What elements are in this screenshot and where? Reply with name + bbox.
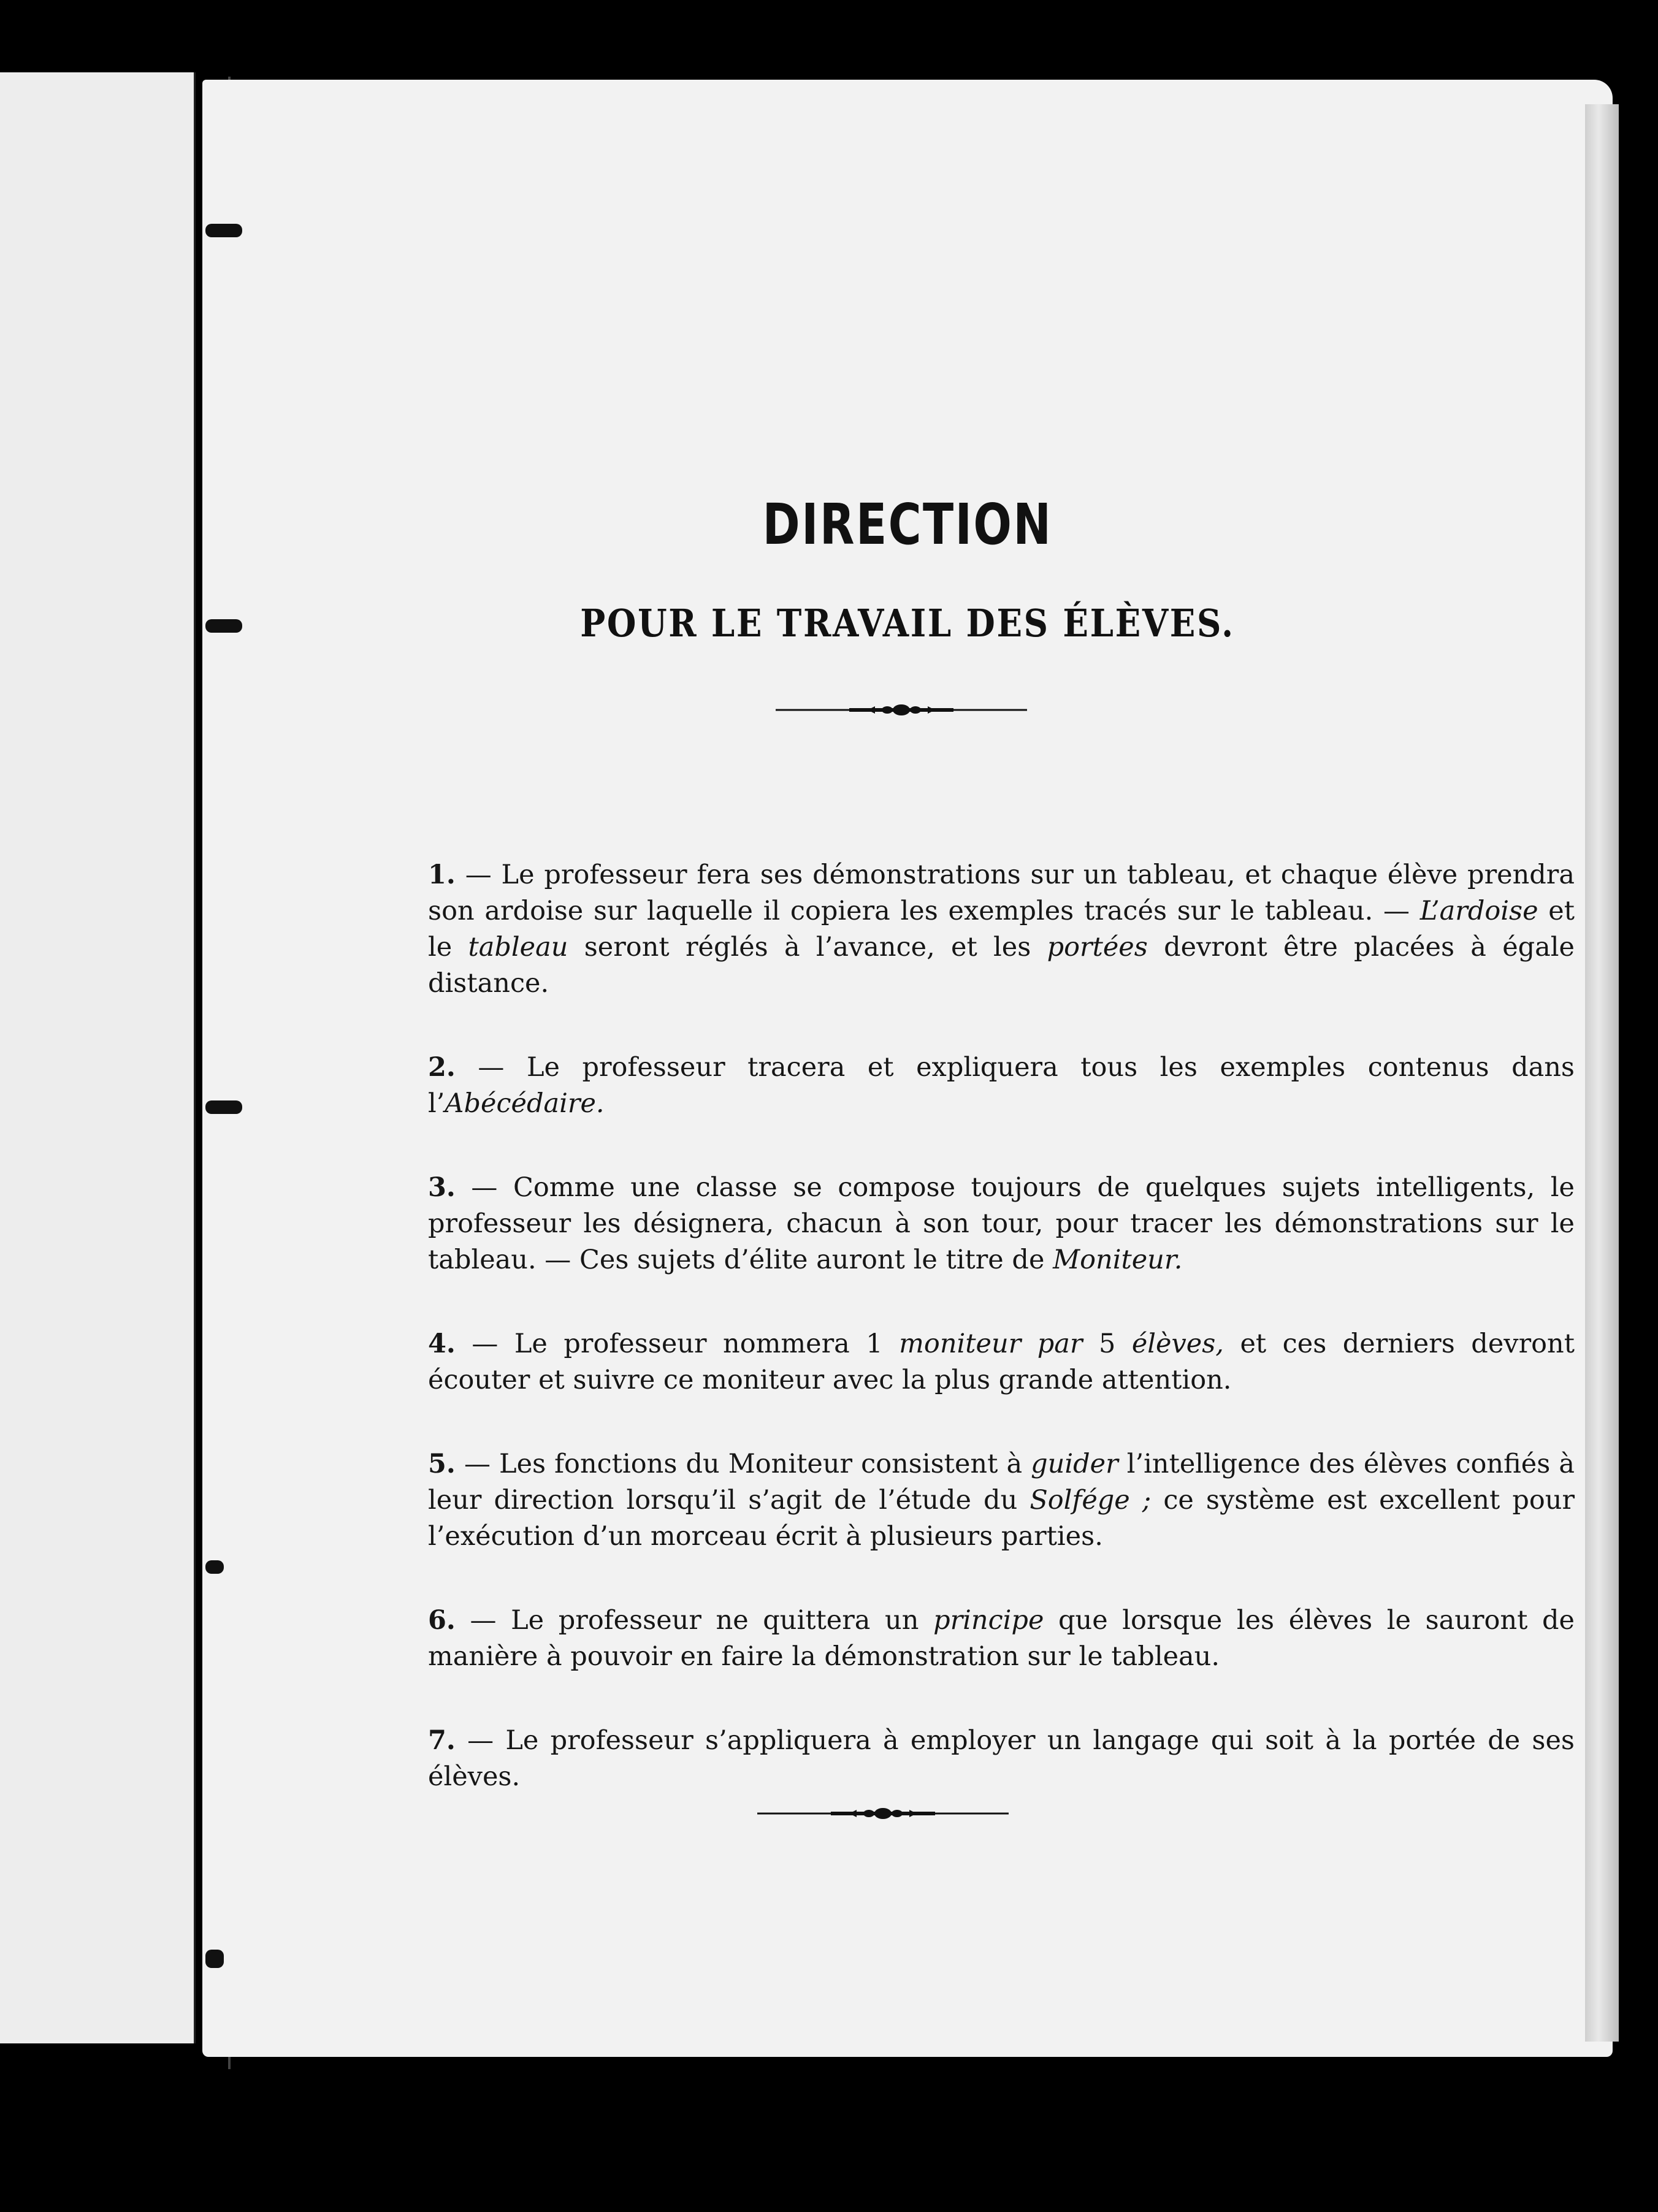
- item-text-italic: Abécédaire.: [445, 1088, 605, 1119]
- page-title: DIRECTION: [762, 492, 1053, 557]
- instruction-item: [428, 1050, 1575, 1122]
- page-content: [202, 0, 1613, 2212]
- item-text: que lorsque les élèves le sauront de manière à pouvoir en faire la démonstration sur le tableau.: [428, 1605, 1575, 1672]
- instruction-item: [428, 857, 1575, 1002]
- item-text-italic: guider: [1031, 1449, 1118, 1479]
- item-text-italic: élèves,: [1131, 1329, 1224, 1359]
- item-text: seront réglés à l’avance, et les: [568, 932, 1047, 963]
- item-text-italic: portées: [1047, 932, 1148, 963]
- item-number: 6.: [428, 1605, 456, 1636]
- instruction-item: [428, 1170, 1575, 1278]
- instruction-list: [428, 831, 1575, 1843]
- item-text: — Le professeur ne quittera un: [455, 1605, 934, 1636]
- item-text: — Le professeur s’appliquera à employer un langage qui soit à la portée de ses élèves.: [428, 1725, 1575, 1792]
- item-text-italic: Moniteur.: [1053, 1245, 1183, 1275]
- instruction-item: [428, 1326, 1575, 1398]
- ornament-rule-bottom: [757, 1802, 1009, 1825]
- instruction-item: [428, 1603, 1575, 1675]
- item-number: 1.: [428, 860, 456, 890]
- item-text: 5: [1082, 1329, 1132, 1359]
- item-text: et ces derniers devront écouter et suivre ce moniteur avec la plus grande attention.: [428, 1329, 1575, 1395]
- item-number: 7.: [428, 1725, 456, 1756]
- item-text: ce système est excellent pour l’exécution d’un morceau écrit à plusieurs parties.: [428, 1485, 1575, 1552]
- item-text: et le: [428, 896, 1575, 963]
- item-text: l’intelligence des élèves confiés à leur direction lorsqu’il s’agit de l’étude du: [428, 1449, 1575, 1516]
- instruction-item: [428, 1446, 1575, 1555]
- item-number: 5.: [428, 1449, 456, 1479]
- ornament-rule-top: [776, 699, 1027, 721]
- instruction-item: [428, 1723, 1575, 1795]
- item-text-italic: principe: [933, 1605, 1044, 1636]
- item-number: 4.: [428, 1329, 456, 1359]
- item-text: — Le professeur tracera et expliquera tous les exemples contenus dans l’: [428, 1052, 1575, 1119]
- item-text: — Le professeur fera ses démonstrations sur un tableau, et chaque élève prendra son ardoise sur laquelle il copiera les exemples tracés sur le tableau. —: [428, 860, 1575, 926]
- item-text: — Comme une classe se compose toujours de quelques sujets intelligents, le professeur les désignera, chacun à son tour, pour tracer les démonstrations sur le tableau. — Ces sujets d’élite auront le titre de: [428, 1172, 1575, 1275]
- left-page-edge: [0, 72, 196, 2043]
- page-subtitle: POUR LE TRAVAIL DES ÉLÈVES.: [580, 601, 1235, 646]
- item-text-italic: Solfége ;: [1030, 1485, 1152, 1516]
- item-number: 3.: [428, 1172, 456, 1203]
- item-text: devront être placées à égale distance.: [428, 932, 1575, 999]
- item-text: — Le professeur nommera 1: [455, 1329, 900, 1359]
- item-text: — Les fonctions du Moniteur consistent à: [455, 1449, 1031, 1479]
- item-text-italic: moniteur par: [899, 1329, 1083, 1359]
- item-text-italic: tableau: [468, 932, 568, 963]
- item-number: 2.: [428, 1052, 456, 1083]
- item-text-italic: L’ardoise: [1419, 896, 1538, 926]
